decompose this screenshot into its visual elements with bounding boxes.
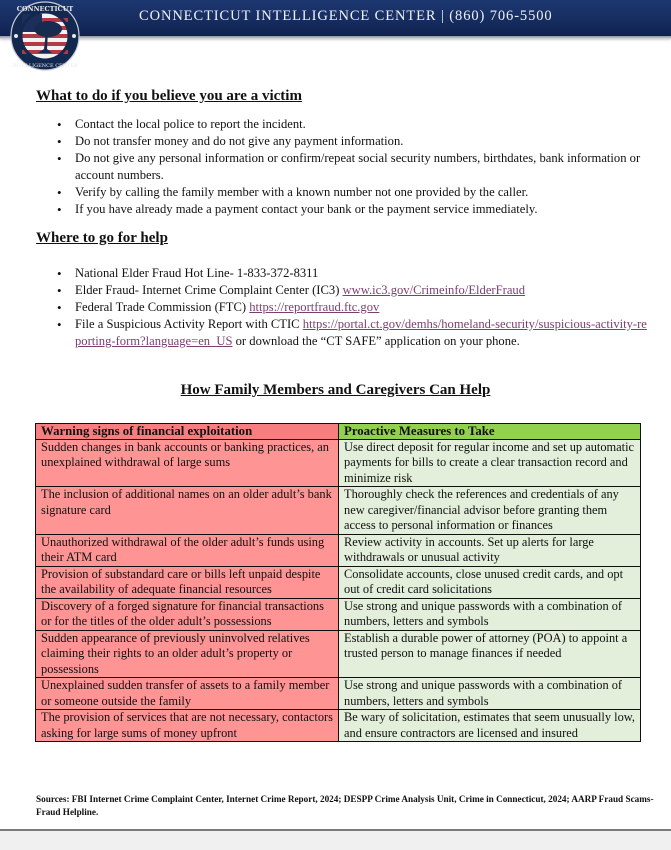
viewer-bottom-bar [0, 829, 671, 850]
table-row [36, 678, 641, 710]
action-cell: Thoroughly check the references and credentials of any new caregiver/financial advisor before granting them access to personal information or finances [339, 487, 641, 535]
help-section-heading: Where to go for help [36, 230, 168, 246]
table-header-row [36, 424, 641, 440]
sources-footnote: Sources: FBI Internet Crime Complaint Center, Internet Crime Report, 2024; DESPP Crime Analysis Unit, Crime in Connecticut, 2024; AARP Fraud Scams-Fraud Helpline. [36, 794, 654, 817]
list-item [57, 316, 647, 350]
warning-cell: Sudden appearance of previously uninvolved relatives claiming their rights to an older adult’s property or possessions [36, 630, 339, 678]
list-item [57, 282, 647, 299]
ic3-elder-fraud-link[interactable]: www.ic3.gov/Crimeinfo/ElderFraud [342, 283, 526, 297]
list-item: • Do not give any personal information or confirm/repeat social security numbers, birthdates, bank information or account numbers. [57, 150, 647, 184]
proactive-measures-header: Proactive Measures to Take [339, 424, 641, 440]
ftc-report-fraud-link[interactable]: https://reportfraud.ftc.gov [249, 300, 380, 314]
action-cell: Use strong and unique passwords with a combination of numbers, letters and symbols [339, 598, 641, 630]
list-item [57, 265, 647, 282]
table-row [36, 566, 641, 598]
action-cell: Review activity in accounts. Set up alerts for large withdrawals or unusual activity [339, 534, 641, 566]
table-row [36, 487, 641, 535]
victim-section-heading: What to do if you believe you are a victim [36, 88, 302, 104]
warning-cell: Unexplained sudden transfer of assets to a family member or someone outside the family [36, 678, 339, 710]
connecticut-intelligence-center-seal-icon [10, 1, 80, 71]
warning-cell: Sudden changes in bank accounts or banking practices, an unexplained withdrawal of large sums [36, 439, 339, 487]
warning-signs-header: Warning signs of financial exploitation [36, 424, 339, 440]
resource-text: File a Suspicious Activity Report with CTIC [75, 317, 303, 331]
list-item: • Contact the local police to report the incident. [57, 116, 647, 133]
warning-signs-table [35, 423, 641, 742]
warning-cell: Unauthorized withdrawal of the older adult’s funds using their ATM card [36, 534, 339, 566]
svg-text:CONNECTICUT: CONNECTICUT [16, 5, 74, 13]
header-divider [0, 36, 671, 39]
header-title: CONNECTICUT INTELLIGENCE CENTER | (860) 706-5500 [139, 8, 553, 24]
action-cell: Use strong and unique passwords with a combination of numbers, letters and symbols [339, 678, 641, 710]
table-title: How Family Members and Caregivers Can Help [180, 382, 491, 398]
action-cell: Use direct deposit for regular income and set up automatic payments for bills to create a clear transaction record and minimize risk [339, 439, 641, 487]
list-item [57, 299, 647, 316]
svg-text:INTELLIGENCE CENTER: INTELLIGENCE CENTER [12, 63, 78, 69]
table-row [36, 710, 641, 742]
action-cell: Establish a durable power of attorney (POA) to appoint a trusted person to manage finances if needed [339, 630, 641, 678]
victim-actions-list [57, 116, 647, 218]
resource-text: Federal Trade Commission (FTC) [75, 300, 250, 314]
action-cell: Be wary of solicitation, estimates that seem unusually low, and ensure contractors are licensed and insured [339, 710, 641, 742]
resource-text-after: or download the “CT SAFE” application on your phone. [232, 334, 520, 348]
list-item: • Do not transfer money and do not give any payment information. [57, 133, 647, 150]
list-item: • Verify by calling the family member with a known number not one provided by the caller. [57, 184, 647, 201]
help-resources-list [57, 265, 647, 350]
action-cell: Consolidate accounts, close unused credit cards, and opt out of credit card solicitations [339, 566, 641, 598]
table-row [36, 630, 641, 678]
warning-cell: Discovery of a forged signature for financial transactions or for the titles of the older adult’s possessions [36, 598, 339, 630]
ctic-suspicious-activity-link[interactable]: https://portal.ct.gov/demhs/homeland-security/suspicious-activity-reporting-form?language=en_US [75, 317, 647, 348]
warning-cell: The inclusion of additional names on an older adult’s bank signature card [36, 487, 339, 535]
resource-text: Elder Fraud- Internet Crime Complaint Center (IC3) [75, 283, 343, 297]
table-row [36, 534, 641, 566]
warning-cell: The provision of services that are not necessary, contactors asking for large sums of money upfront [36, 710, 339, 742]
table-row [36, 439, 641, 487]
table-row [36, 598, 641, 630]
resource-text: National Elder Fraud Hot Line- 1-833-372-8311 [75, 266, 319, 280]
list-item: • If you have already made a payment contact your bank or the payment service immediately. [57, 201, 647, 218]
warning-cell: Provision of substandard care or bills left unpaid despite the availability of adequate financial resources [36, 566, 339, 598]
